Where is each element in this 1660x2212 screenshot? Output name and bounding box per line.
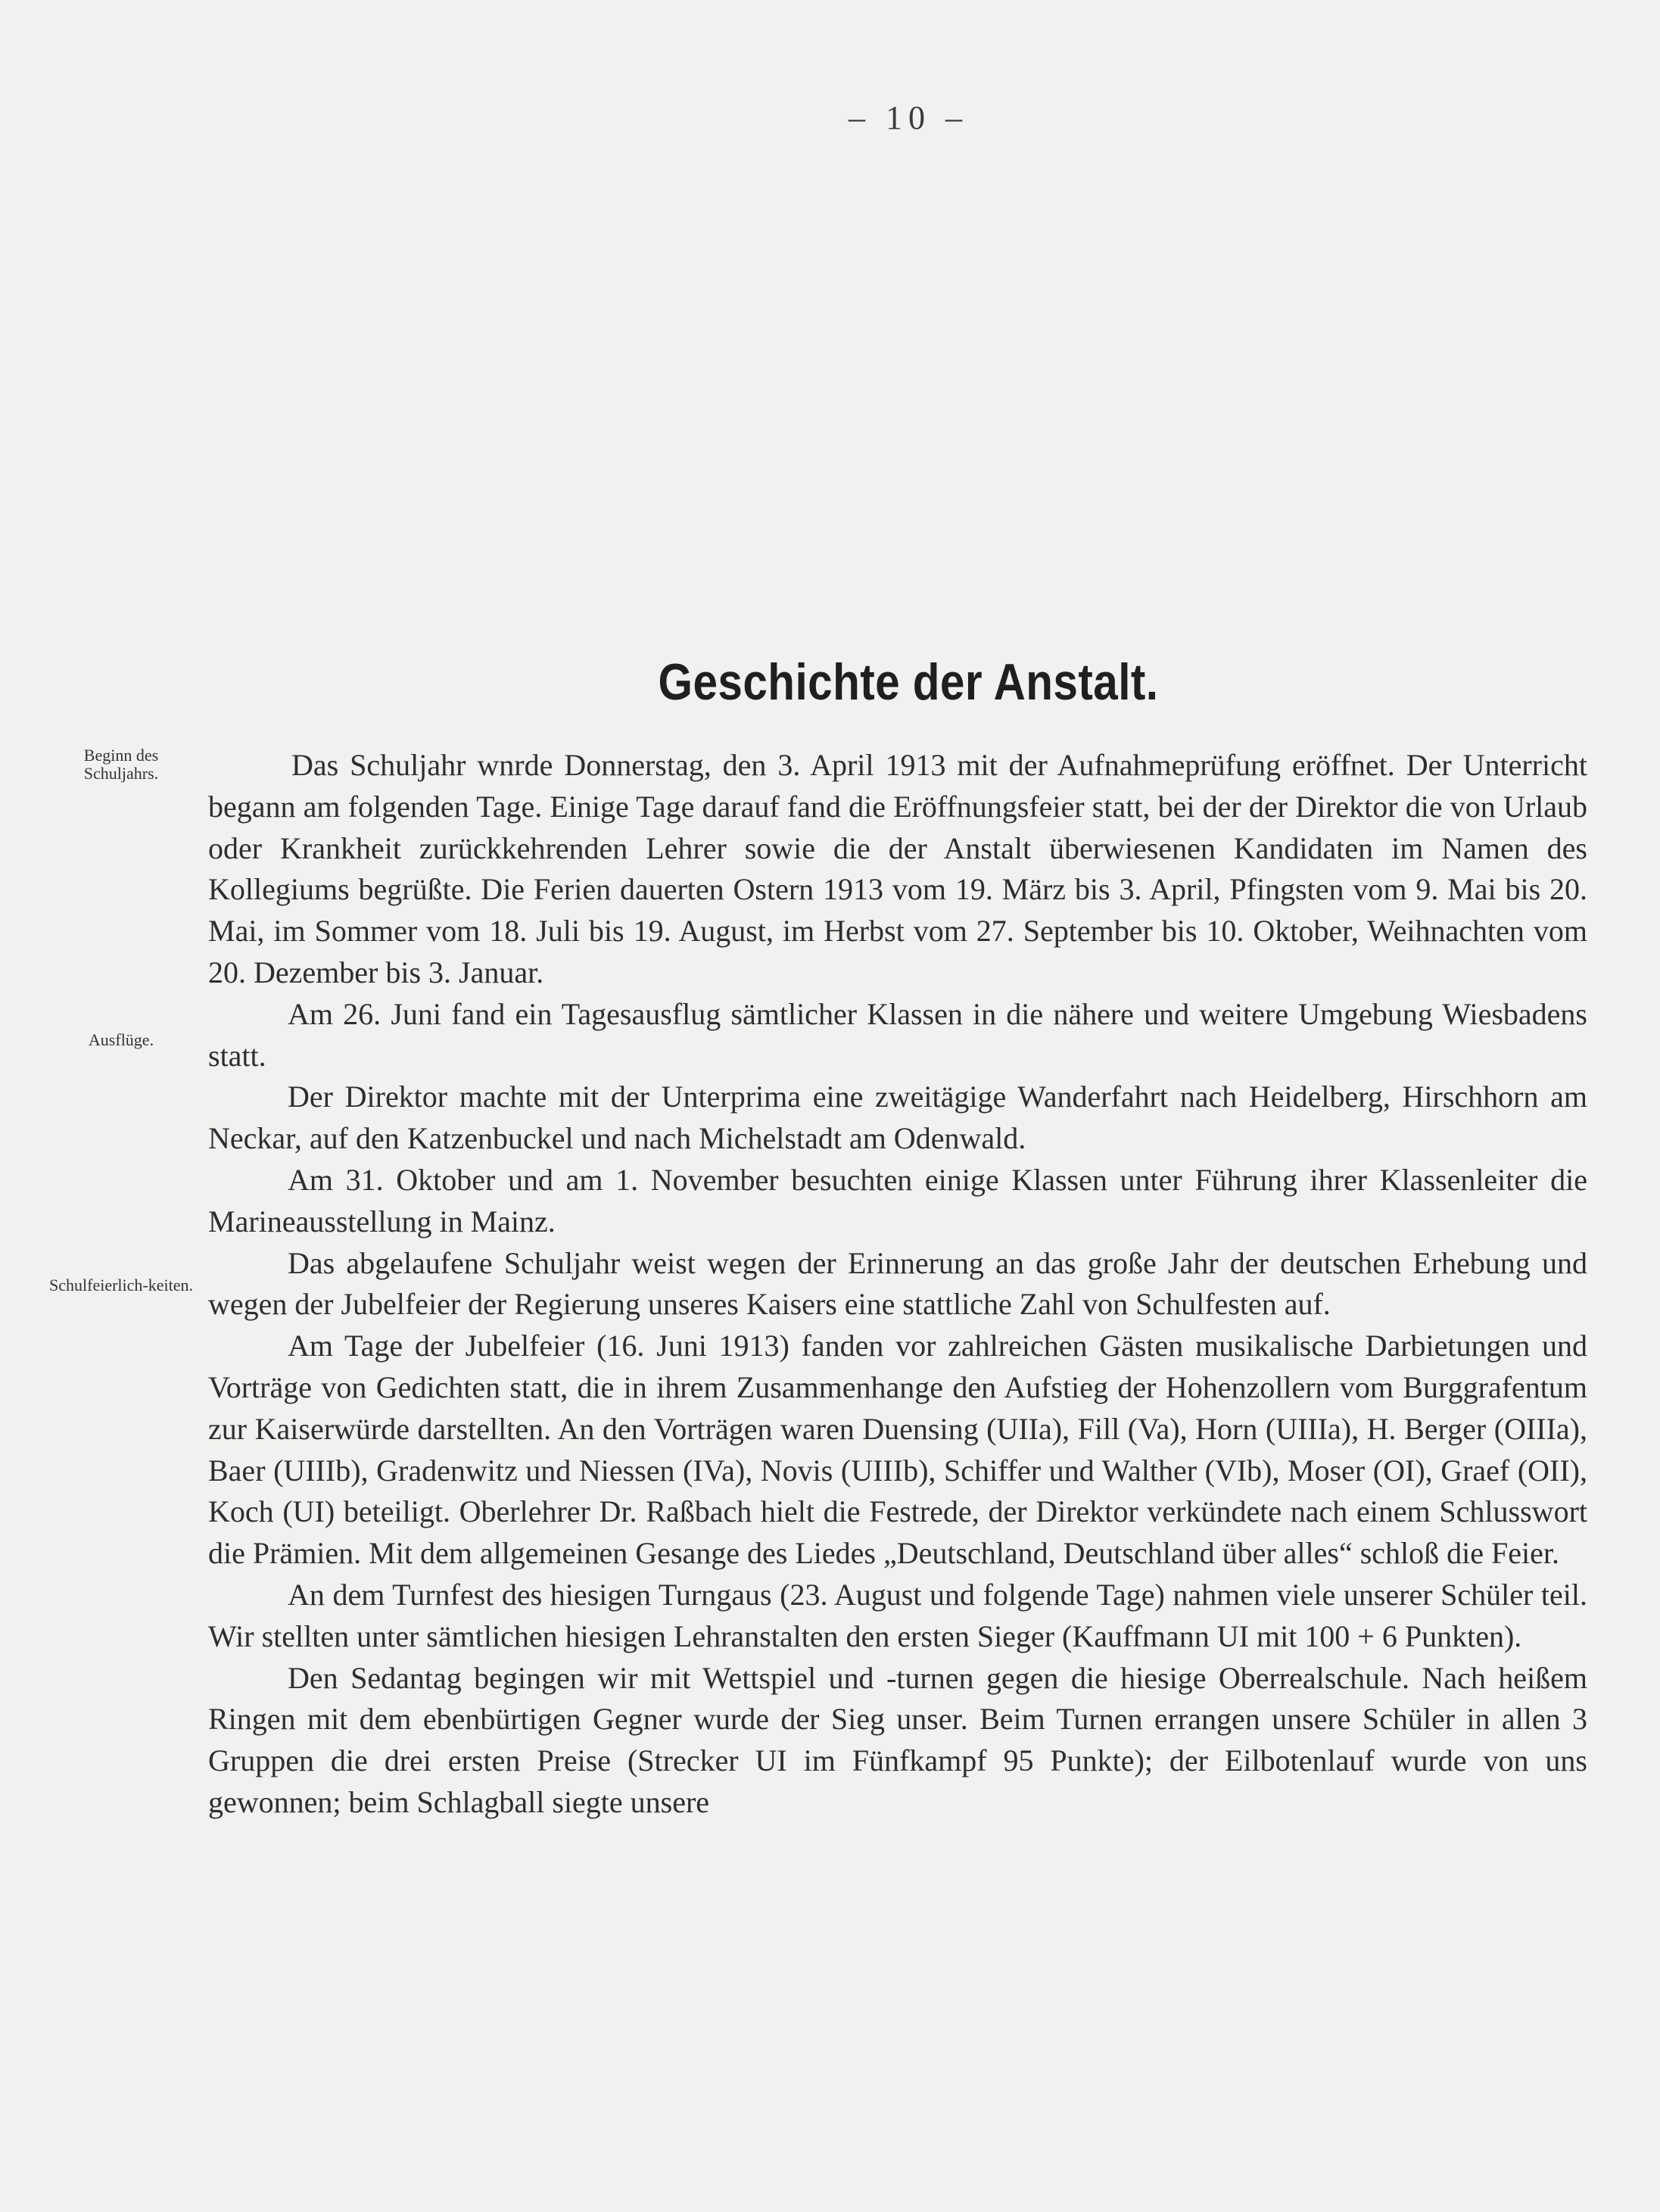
paragraph: Der Direktor machte mit der Unterprima eine zweitägige Wanderfahrt nach Heidelberg, Hirschhorn am Neckar, auf den Katzenbuckel und nach Michelstadt am Odenwald.: [208, 1080, 1587, 1156]
paragraph: Am 31. Oktober und am 1. November besuchten einige Klassen unter Führung ihrer Klassenleiter die Marineausstellung in Mainz.: [208, 1162, 1587, 1238]
paragraph: Den Sedantag begingen wir mit Wettspiel und -turnen gegen die hiesige Oberrealschule. Nach heißem Ringen mit dem ebenbürtigen Gegner wurde der Sieg unser. Beim Turnen errangen unsere Schüler in allen 3 Gruppen die drei ersten Preise (Strecker UI im Fünfkampf 95 Punkte); der Eilbotenlauf wurde von uns gewonnen; beim Schlagball siegte unsere: [208, 1660, 1587, 1819]
paragraph: Am Tage der Jubelfeier (16. Juni 1913) fanden vor zahlreichen Gästen musikalische Darbietungen und Vorträge von Gedichten statt, die in ihrem Zusammenhange den Aufstieg der Hohenzollern vom Burggrafentum zur Kaiserwürde darstellten. An den Vorträgen waren Duensing (UIIa), Fill (Va), Horn (UIIIa), H. Berger (OIIIa), Baer (UIIIb), Gradenwitz und Niessen (IVa), Novis (UIIIb), Schiffer und Walther (VIb), Moser (OI), Graef (OII), Koch (UI) beteiligt. Oberlehrer Dr. Raßbach hielt die Festrede, der Direktor verkündete nach einem Schlusswort die Prämien. Mit dem allgemeinen Gesange des Liedes „Deutschland, Deutschland über alles“ schloß die Feier.: [208, 1329, 1587, 1571]
paragraph: Das Schuljahr wnrde Donnerstag, den 3. April 1913 mit der Aufnahmeprüfung eröffnet. Der Unterricht begann am folgenden Tage. Einige Tage darauf fand die Eröffnungsfeier statt, bei der der Direktor die von Urlaub oder Krankheit zurückkehrenden Lehrer sowie die der Anstalt überwiesenen Kandidaten im Namen des Kollegiums begrüßte. Die Ferien dauerten Ostern 1913 vom 19. März bis 3. April, Pfingsten vom 9. Mai bis 20. Mai, im Sommer vom 18. Juli bis 19. August, im Herbst vom 27. September bis 10. Oktober, Weihnachten vom 20. Dezember bis 3. Januar.: [208, 748, 1587, 989]
margin-note-schulfeier: Schulfeierlich-keiten.: [49, 1276, 193, 1294]
paragraph: Am 26. Juni fand ein Tagesausflug sämtlicher Klassen in die nähere und weitere Umgebung Wiesbadens statt.: [208, 996, 1587, 1073]
body-text: [208, 745, 1587, 1824]
margin-note-ausfluege: Ausflüge.: [88, 1030, 154, 1049]
paragraph: Das abgelaufene Schuljahr weist wegen der Erinnerung an das große Jahr der deutschen Erhebung und wegen der Jubelfeier der Regierung unseres Kaisers eine stattliche Zahl von Schulfesten auf.: [208, 1245, 1587, 1322]
page-number: – 10 –: [849, 99, 968, 136]
page-title: Geschichte der Anstalt.: [658, 653, 1159, 711]
margin-note-beginn: Beginn des Schuljahrs.: [83, 746, 159, 783]
paragraph: An dem Turnfest des hiesigen Turngaus (23. August und folgende Tage) nahmen viele unserer Schüler teil. Wir stellten unter sämtlichen hiesigen Lehranstalten den ersten Sieger (Kauffmann UI mit 100 + 6 Punkten).: [208, 1577, 1587, 1653]
